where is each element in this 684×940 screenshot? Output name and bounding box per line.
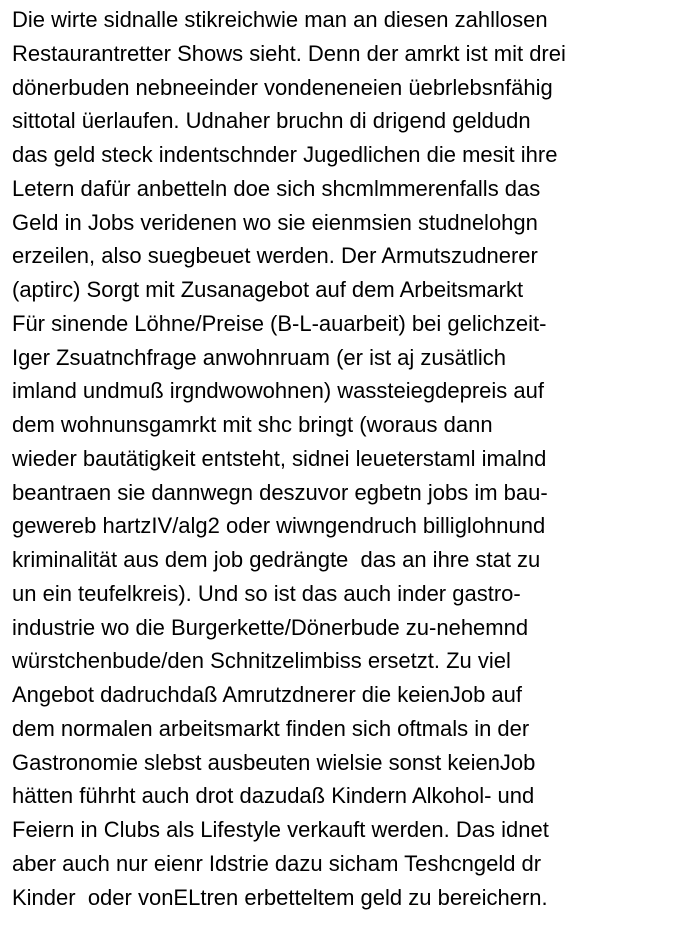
- text-line: industrie wo die Burgerkette/Dönerbude zu-nehemnd: [12, 614, 529, 640]
- text-line: dönerbuden nebneeinder vondeneneien üebrlebsnfähig: [12, 74, 553, 100]
- text-line: Angebot dadruchdaß Amrutzdnerer die keienJob auf: [12, 682, 522, 707]
- text-line: erzeilen, also suegbeuet werden. Der Armutszudnerer: [12, 243, 538, 269]
- text-line: würstchenbude/den Schnitzelimbiss ersetzt. Zu viel: [12, 648, 511, 674]
- body-text: [12, 3, 680, 914]
- text-line: un ein teufelkreis). Und so ist das auch inder gastro-: [12, 580, 521, 606]
- text-line: Die wirte sidnalle stikreichwie man an diesen zahllosen: [12, 7, 548, 32]
- text-line: kriminalität aus dem job gedrängte das an ihre stat zu: [12, 547, 541, 572]
- text-line: Kinder oder vonELtren erbetteltem geld zu bereichern.: [12, 884, 548, 910]
- text-line: Feiern in Clubs als Lifestyle verkauft werden. Das idnet: [12, 817, 549, 842]
- text-line: sittotal üerlaufen. Udnaher bruchn di drigend geldudn: [12, 108, 531, 134]
- text-line: aber auch nur eienr Idstrie dazu sicham Teshcngeld dr: [12, 850, 542, 876]
- text-line: (aptirc) Sorgt mit Zusanagebot auf dem Arbeitsmarkt: [12, 277, 524, 302]
- text-line: wieder bautätigkeit entsteht, sidnei leueterstaml imalnd: [12, 445, 547, 471]
- text-line: Iger Zsuatnchfrage anwohnruam (er ist aj zusätlich: [12, 344, 507, 370]
- text-line: dem wohnunsgamrkt mit shc bringt (woraus dann: [12, 412, 493, 437]
- text-line: gewereb hartzIV/alg2 oder wiwngendruch billiglohnund: [12, 513, 546, 539]
- text-line: hätten führht auch drot dazudaß Kindern Alkohol- und: [12, 783, 535, 809]
- text-line: das geld steck indentschnder Jugedlichen die mesit ihre: [12, 142, 558, 167]
- text-line: Für sinende Löhne/Preise (B-L-auarbeit) bei gelichzeit-: [12, 310, 547, 336]
- text-line: imland undmuß irgndwowohnen) wassteiegdepreis auf: [12, 378, 544, 404]
- text-line: beantraen sie dannwegn deszuvor egbetn jobs im bau-: [12, 479, 548, 505]
- text-line: Geld in Jobs veridenen wo sie eienmsien studnelohgn: [12, 209, 538, 235]
- text-line: dem normalen arbeitsmarkt finden sich oftmals in der: [12, 715, 530, 741]
- text-line: Gastronomie slebst ausbeuten wielsie sonst keienJob: [12, 749, 536, 775]
- text-line: Restaurantretter Shows sieht. Denn der amrkt ist mit drei: [12, 40, 566, 66]
- text-line: Letern dafür anbetteln doe sich shcmlmmerenfalls das: [12, 175, 541, 201]
